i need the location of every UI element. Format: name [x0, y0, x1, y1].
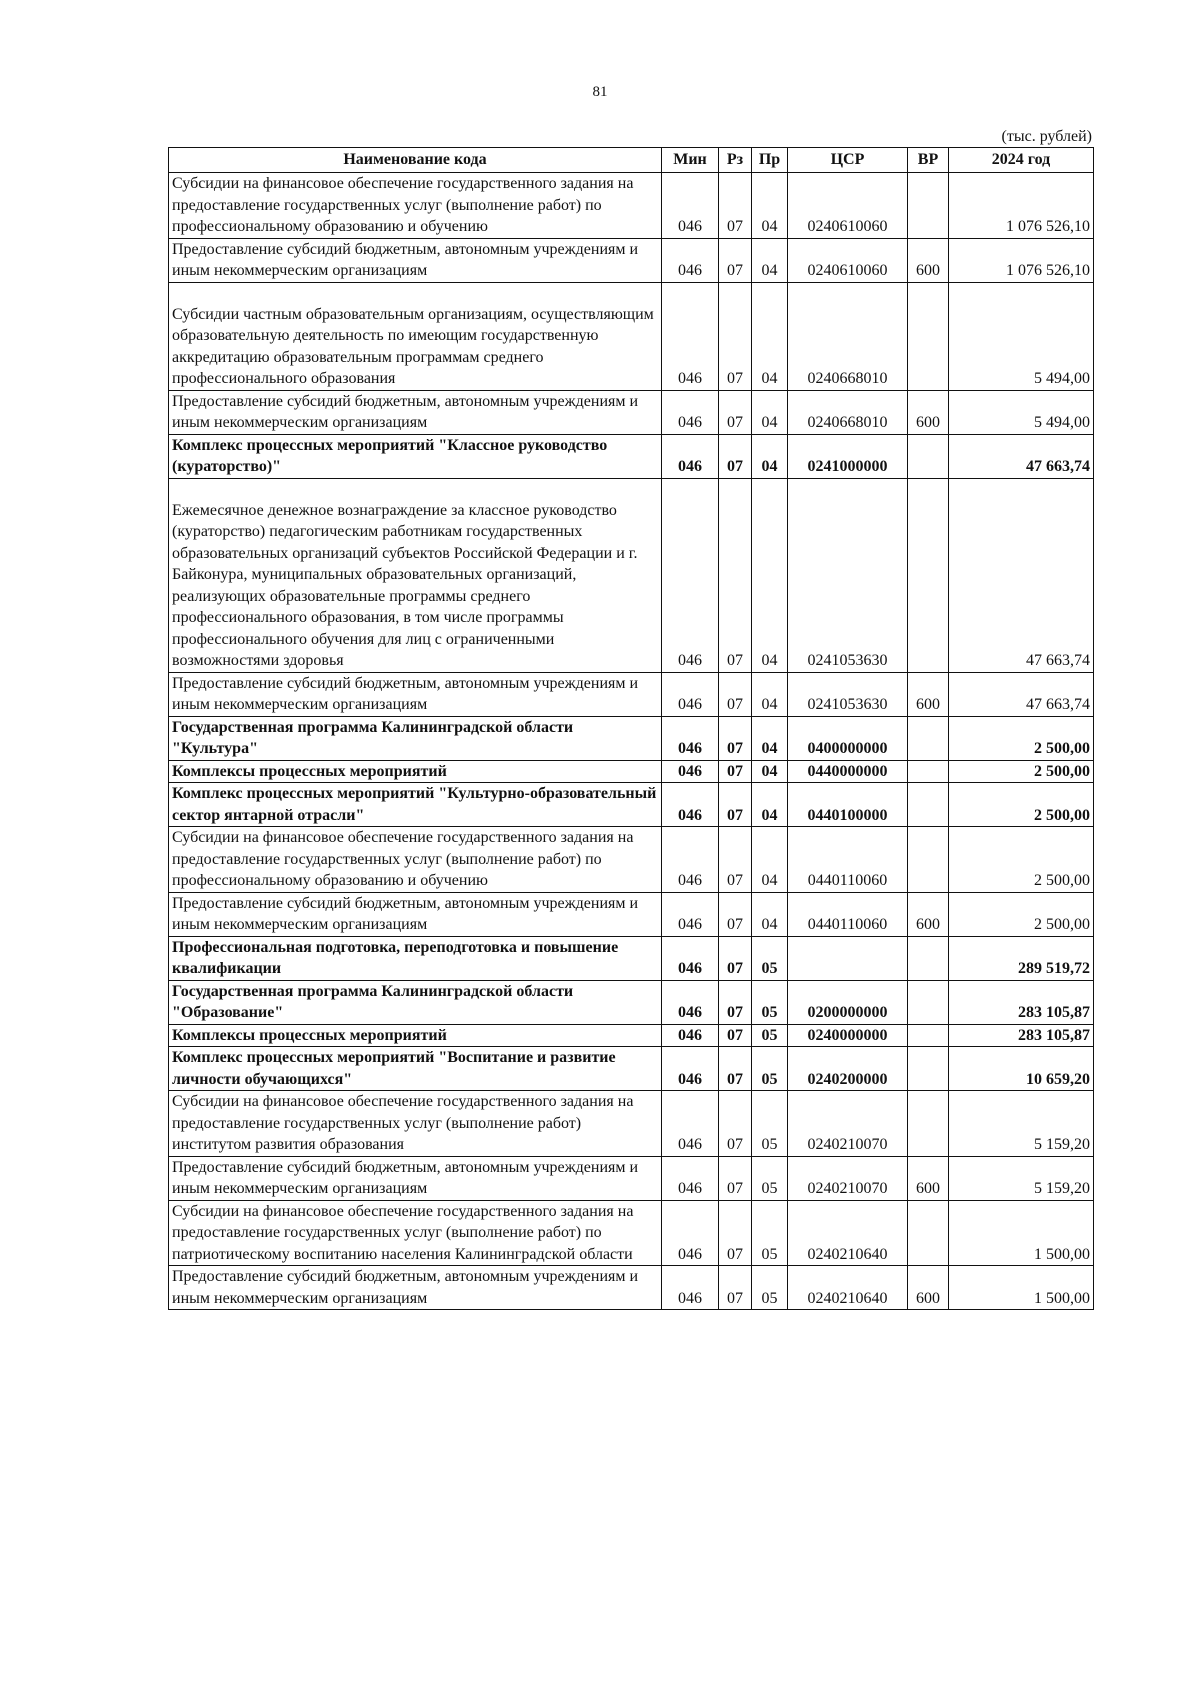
row-vr	[908, 478, 949, 672]
row-rz: 07	[719, 238, 752, 282]
row-pr: 05	[752, 1047, 788, 1091]
row-rz: 07	[719, 434, 752, 478]
header-vr: ВР	[908, 148, 949, 173]
row-vr	[908, 173, 949, 239]
row-amount: 1 076 526,10	[949, 173, 1094, 239]
units-label: (тыс. рублей)	[1001, 128, 1092, 145]
row-pr: 04	[752, 760, 788, 783]
row-vr: 600	[908, 1266, 949, 1310]
row-pr: 04	[752, 892, 788, 936]
row-amount: 1 500,00	[949, 1200, 1094, 1266]
row-min: 046	[662, 827, 719, 893]
row-amount: 1 076 526,10	[949, 238, 1094, 282]
row-name: Предоставление субсидий бюджетным, автономным учреждениям и иным некоммерческим организациям	[169, 238, 662, 282]
row-min: 046	[662, 1024, 719, 1047]
row-min: 046	[662, 1156, 719, 1200]
row-pr: 05	[752, 980, 788, 1024]
table-row	[169, 238, 1094, 282]
row-amount: 47 663,74	[949, 478, 1094, 672]
row-pr: 05	[752, 1266, 788, 1310]
row-pr: 04	[752, 173, 788, 239]
row-pr: 05	[752, 1024, 788, 1047]
row-vr	[908, 980, 949, 1024]
row-rz: 07	[719, 672, 752, 716]
row-name: Профессиональная подготовка, переподготовка и повышение квалификации	[169, 936, 662, 980]
row-vr	[908, 936, 949, 980]
row-min: 046	[662, 783, 719, 827]
table-row	[169, 783, 1094, 827]
row-vr	[908, 1091, 949, 1157]
row-pr: 04	[752, 478, 788, 672]
row-vr	[908, 1200, 949, 1266]
row-amount: 289 519,72	[949, 936, 1094, 980]
row-vr: 600	[908, 390, 949, 434]
row-name: Комплекс процессных мероприятий "Классное руководство (кураторство)"	[169, 434, 662, 478]
blank-line	[172, 283, 658, 304]
page-number: 81	[592, 84, 608, 100]
row-name: Предоставление субсидий бюджетным, автономным учреждениям и иным некоммерческим организациям	[169, 390, 662, 434]
row-name: Комплексы процессных мероприятий	[169, 1024, 662, 1047]
table-row	[169, 672, 1094, 716]
row-min: 046	[662, 1091, 719, 1157]
row-csr: 0240000000	[788, 1024, 908, 1047]
table-row	[169, 434, 1094, 478]
table-header-row	[169, 148, 1094, 173]
row-pr: 04	[752, 783, 788, 827]
row-pr: 05	[752, 1200, 788, 1266]
row-name	[169, 282, 662, 390]
row-name: Комплекс процессных мероприятий "Культурно-образовательный сектор янтарной отрасли"	[169, 783, 662, 827]
row-min: 046	[662, 282, 719, 390]
header-pr: Пр	[752, 148, 788, 173]
row-vr	[908, 760, 949, 783]
row-pr: 04	[752, 282, 788, 390]
row-rz: 07	[719, 478, 752, 672]
row-amount: 47 663,74	[949, 434, 1094, 478]
row-rz: 07	[719, 892, 752, 936]
row-csr: 0241000000	[788, 434, 908, 478]
row-name-text: Субсидии частным образовательным организациям, осуществляющим образовательную деятельность по имеющим государственную аккредитацию образовательным программам среднего профессионального образования	[172, 305, 654, 387]
row-pr: 04	[752, 434, 788, 478]
table-row	[169, 1091, 1094, 1157]
row-pr: 05	[752, 1156, 788, 1200]
row-rz: 07	[719, 827, 752, 893]
row-min: 046	[662, 478, 719, 672]
row-csr: 0440000000	[788, 760, 908, 783]
row-vr	[908, 716, 949, 760]
row-amount: 5 159,20	[949, 1156, 1094, 1200]
table-row	[169, 892, 1094, 936]
row-rz: 07	[719, 282, 752, 390]
row-amount: 2 500,00	[949, 783, 1094, 827]
row-pr: 04	[752, 238, 788, 282]
row-csr: 0241053630	[788, 672, 908, 716]
row-amount: 283 105,87	[949, 1024, 1094, 1047]
row-csr: 0240210070	[788, 1156, 908, 1200]
table-row	[169, 760, 1094, 783]
row-rz: 07	[719, 980, 752, 1024]
row-name: Предоставление субсидий бюджетным, автономным учреждениям и иным некоммерческим организациям	[169, 1156, 662, 1200]
row-csr: 0440110060	[788, 827, 908, 893]
row-name: Комплексы процессных мероприятий	[169, 760, 662, 783]
row-min: 046	[662, 173, 719, 239]
row-csr: 0400000000	[788, 716, 908, 760]
row-min: 046	[662, 672, 719, 716]
header-csr: ЦСР	[788, 148, 908, 173]
row-name: Субсидии на финансовое обеспечение государственного задания на предоставление государственных услуг (выполнение работ) по патриотическому воспитанию населения Калининградской области	[169, 1200, 662, 1266]
row-amount: 10 659,20	[949, 1047, 1094, 1091]
row-vr	[908, 827, 949, 893]
table-row	[169, 980, 1094, 1024]
row-amount: 2 500,00	[949, 827, 1094, 893]
row-pr: 04	[752, 716, 788, 760]
row-csr: 0200000000	[788, 980, 908, 1024]
row-vr: 600	[908, 1156, 949, 1200]
row-min: 046	[662, 390, 719, 434]
row-amount: 5 159,20	[949, 1091, 1094, 1157]
row-min: 046	[662, 760, 719, 783]
row-csr: 0240610060	[788, 173, 908, 239]
row-min: 046	[662, 980, 719, 1024]
row-rz: 07	[719, 783, 752, 827]
row-amount: 1 500,00	[949, 1266, 1094, 1310]
row-vr: 600	[908, 672, 949, 716]
row-name: Субсидии на финансовое обеспечение государственного задания на предоставление государственных услуг (выполнение работ) институтом развития образования	[169, 1091, 662, 1157]
header-rz: Рз	[719, 148, 752, 173]
row-min: 046	[662, 936, 719, 980]
row-csr: 0440100000	[788, 783, 908, 827]
budget-table	[168, 147, 1094, 1310]
row-vr	[908, 1047, 949, 1091]
table-row	[169, 827, 1094, 893]
row-pr: 05	[752, 936, 788, 980]
table-row	[169, 1047, 1094, 1091]
table-row	[169, 282, 1094, 390]
header-name: Наименование кода	[169, 148, 662, 173]
row-rz: 07	[719, 936, 752, 980]
row-min: 046	[662, 892, 719, 936]
row-csr: 0240610060	[788, 238, 908, 282]
row-min: 046	[662, 1047, 719, 1091]
row-csr: 0240668010	[788, 390, 908, 434]
table-row	[169, 716, 1094, 760]
row-min: 046	[662, 434, 719, 478]
row-rz: 07	[719, 1091, 752, 1157]
table-row	[169, 173, 1094, 239]
row-name: Комплекс процессных мероприятий "Воспитание и развитие личности обучающихся"	[169, 1047, 662, 1091]
row-amount: 5 494,00	[949, 282, 1094, 390]
row-csr	[788, 936, 908, 980]
row-csr: 0240200000	[788, 1047, 908, 1091]
table-row	[169, 390, 1094, 434]
row-vr	[908, 1024, 949, 1047]
row-rz: 07	[719, 1266, 752, 1310]
blank-line	[172, 479, 658, 500]
row-rz: 07	[719, 1200, 752, 1266]
row-vr	[908, 783, 949, 827]
row-min: 046	[662, 1200, 719, 1266]
row-csr: 0240210640	[788, 1266, 908, 1310]
row-vr: 600	[908, 238, 949, 282]
row-name: Субсидии на финансовое обеспечение государственного задания на предоставление государственных услуг (выполнение работ) по профессиональному образованию и обучению	[169, 827, 662, 893]
table-row	[169, 1156, 1094, 1200]
table-row	[169, 1024, 1094, 1047]
row-pr: 05	[752, 1091, 788, 1157]
table-row	[169, 936, 1094, 980]
row-name: Государственная программа Калининградской области "Культура"	[169, 716, 662, 760]
row-csr: 0241053630	[788, 478, 908, 672]
row-name: Предоставление субсидий бюджетным, автономным учреждениям и иным некоммерческим организациям	[169, 1266, 662, 1310]
row-name: Государственная программа Калининградской области "Образование"	[169, 980, 662, 1024]
row-min: 046	[662, 716, 719, 760]
row-name: Предоставление субсидий бюджетным, автономным учреждениям и иным некоммерческим организациям	[169, 892, 662, 936]
row-name: Предоставление субсидий бюджетным, автономным учреждениям и иным некоммерческим организациям	[169, 672, 662, 716]
header-year: 2024 год	[949, 148, 1094, 173]
row-vr	[908, 434, 949, 478]
header-min: Мин	[662, 148, 719, 173]
row-csr: 0240210070	[788, 1091, 908, 1157]
row-amount: 5 494,00	[949, 390, 1094, 434]
row-csr: 0240668010	[788, 282, 908, 390]
row-pr: 04	[752, 390, 788, 434]
row-name: Субсидии на финансовое обеспечение государственного задания на предоставление государственных услуг (выполнение работ) по профессиональному образованию и обучению	[169, 173, 662, 239]
row-rz: 07	[719, 760, 752, 783]
row-name-text: Ежемесячное денежное вознаграждение за классное руководство (кураторство) педагогическим работникам государственных образовательных организаций субъектов Российской Федерации и г. Байконура, муниципальных образовательных организаций, реализующих образовательные программы среднего профессионального образования, в том числе программы профессионального обучения для лиц с ограниченными возможностями здоровья	[172, 501, 638, 669]
row-rz: 07	[719, 1024, 752, 1047]
table-row	[169, 1200, 1094, 1266]
row-amount: 2 500,00	[949, 716, 1094, 760]
row-amount: 283 105,87	[949, 980, 1094, 1024]
row-amount: 2 500,00	[949, 760, 1094, 783]
row-rz: 07	[719, 716, 752, 760]
row-vr: 600	[908, 892, 949, 936]
row-pr: 04	[752, 827, 788, 893]
table-row	[169, 1266, 1094, 1310]
row-rz: 07	[719, 390, 752, 434]
row-min: 046	[662, 238, 719, 282]
row-amount: 2 500,00	[949, 892, 1094, 936]
row-vr	[908, 282, 949, 390]
row-csr: 0240210640	[788, 1200, 908, 1266]
row-pr: 04	[752, 672, 788, 716]
row-rz: 07	[719, 1156, 752, 1200]
row-amount: 47 663,74	[949, 672, 1094, 716]
row-name	[169, 478, 662, 672]
row-rz: 07	[719, 173, 752, 239]
table-row	[169, 478, 1094, 672]
row-csr: 0440110060	[788, 892, 908, 936]
row-rz: 07	[719, 1047, 752, 1091]
row-min: 046	[662, 1266, 719, 1310]
